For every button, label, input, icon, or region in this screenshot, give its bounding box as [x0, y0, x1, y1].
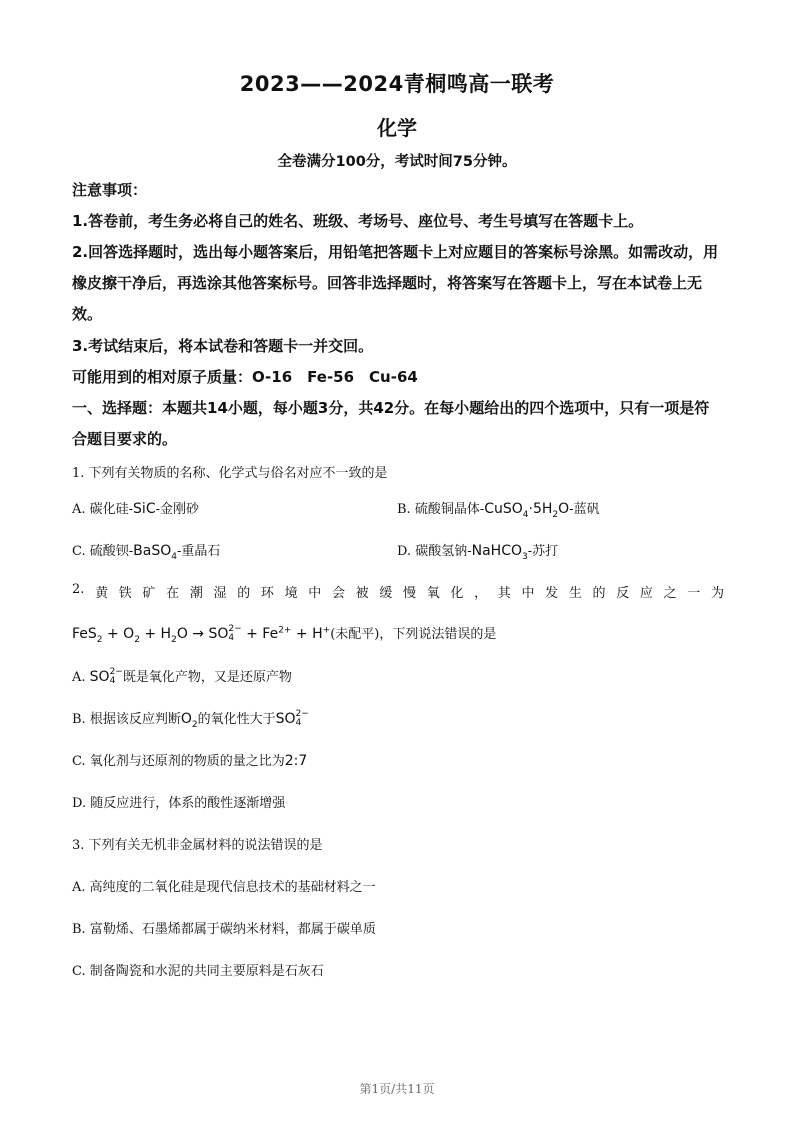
q2-option-a: [72, 666, 292, 686]
eq-sup6: +: [322, 625, 331, 636]
q1-c-formula: [133, 543, 177, 562]
q2-b-f1: O: [180, 711, 192, 727]
q2-b-text1: B. 根据该反应判断: [72, 712, 181, 727]
q2-stem-char: 环: [260, 586, 274, 601]
q1-b-s1: 4: [522, 509, 529, 520]
q1-b-formula: [484, 501, 569, 520]
eq-sup4: 2−: [228, 624, 242, 634]
q1-c-f1: BaSO: [133, 543, 172, 559]
notice-heading: 注意事项：: [72, 181, 148, 199]
q2-stem-char: 氧: [426, 586, 440, 601]
eq-t6: + H: [291, 626, 323, 642]
exam-title: 2023——2024青桐鸣高一联考: [239, 72, 555, 96]
eq-s3: 2: [171, 634, 177, 645]
q1-b-f2: ·5H: [528, 501, 553, 517]
q1-d-suffix: -苏打: [527, 544, 559, 559]
q1-option-b: [397, 498, 600, 520]
q2-option-d: D. 随反应进行，体系的酸性逐渐增强: [72, 796, 286, 811]
q2-b-formula1: [181, 711, 198, 730]
q2-stem-char: 化: [450, 586, 464, 601]
eq-t1: FeS: [72, 626, 97, 642]
q1-stem: 1. 下列有关物质的名称、化学式与俗名对应不一致的是: [72, 466, 388, 481]
q2-stem-char: 铁: [118, 586, 132, 601]
q2-stem-char: 一: [687, 586, 701, 601]
q1-option-d: [397, 540, 558, 562]
q2-b-sup2: 2−: [295, 709, 309, 719]
q1-option-a: [72, 498, 199, 517]
q2-stem-char: 2.: [72, 582, 85, 597]
q2-stem-char: 被: [355, 586, 369, 601]
q3-stem: 3. 下列有关无机非金属材料的说法错误的是: [72, 838, 323, 853]
q2-c-ratio: 2:7: [284, 753, 308, 769]
q2-equation: [72, 625, 330, 645]
q2-a-prefix: A.: [72, 670, 86, 685]
q2-stem-char: 中: [308, 586, 322, 601]
q1-c-suffix: -重晶石: [176, 544, 221, 559]
q1-b-suffix: -蓝矾: [569, 502, 600, 517]
q2-stem-char: 矿: [142, 586, 156, 601]
q2-stem-char: ，: [474, 586, 488, 601]
notice-item-3: 3.考试结束后，将本试卷和答题卡一并交回。: [72, 337, 374, 355]
q2-stem-char: 黄: [95, 586, 109, 601]
q2-b-sub2: 4: [295, 718, 302, 728]
section-1-heading: 一、选择题：本题共14小题，每小题3分，共42分。在每小题给出的四个选项中，只有一项是符合题目要求的。: [72, 399, 710, 448]
q2-stem-char: 潮: [189, 586, 203, 601]
atomic-mass-line: 可能用到的相对原子质量：O-16 Fe-56 Cu-64: [72, 368, 418, 386]
q1-d-s1: 3: [522, 551, 528, 562]
q1-d-f1: NaHCO: [471, 543, 522, 559]
q2-a-sup: 2−: [109, 667, 123, 677]
q2-a-sub: 4: [109, 676, 116, 686]
q2-stem: [72, 582, 724, 601]
eq-sup5: 2+: [278, 625, 292, 636]
q2-stem-char: 其: [497, 586, 511, 601]
q1-b-prefix: B. 硫酸铜晶体-: [397, 502, 485, 517]
q2-option-c: [72, 750, 307, 769]
q2-b-f2: SO: [275, 711, 296, 727]
page-footer: 第1页/共11页: [359, 1082, 435, 1096]
eq-s2: 2: [134, 634, 140, 645]
q2-stem-char: 为: [710, 586, 724, 601]
eq-s1: 2: [96, 634, 103, 645]
q2-b-text2: 的氧化性大于: [197, 712, 276, 727]
q2-stem-char: 在: [166, 586, 180, 601]
q2-a-formula: [90, 668, 123, 686]
q2-equation-line: [72, 623, 496, 645]
q1-d-formula: [472, 543, 528, 562]
q2-stem-char: 湿: [213, 586, 227, 601]
q2-b-s1: 2: [191, 719, 198, 730]
eq-tail: (未配平)，下列说法错误的是: [330, 627, 497, 642]
q1-option-c: [72, 540, 220, 562]
q1-b-s2: 2: [552, 509, 559, 520]
q2-option-b: [72, 708, 309, 730]
q2-stem-char: 缓: [379, 586, 393, 601]
q2-stem-char: 反: [616, 586, 630, 601]
q1-c-s1: 4: [171, 551, 177, 562]
eq-t3: + H: [139, 626, 172, 642]
q2-stem-char: 之: [663, 586, 677, 601]
eq-t5: + Fe: [241, 626, 279, 642]
q1-a-prefix: A. 碳化硅-: [72, 502, 134, 517]
q2-stem-char: 应: [639, 586, 653, 601]
q3-option-a: A. 高纯度的二氧化硅是现代信息技术的基础材料之一: [72, 880, 376, 895]
q2-stem-char: 生: [568, 586, 582, 601]
q2-c-text: C. 氧化剂与还原剂的物质的量之比为: [72, 754, 285, 769]
q2-b-formula2: [276, 710, 309, 728]
q2-stem-char: 中: [521, 586, 535, 601]
q2-a-text: 既是氧化产物，又是还原产物: [122, 670, 292, 685]
q2-a-f: SO: [89, 669, 110, 685]
q1-c-prefix: C. 硫酸钡-: [72, 544, 134, 559]
subject-title: 化学: [377, 116, 417, 140]
q2-stem-char: 的: [237, 586, 251, 601]
q3-option-c: C. 制备陶瓷和水泥的共同主要原料是石灰石: [72, 964, 324, 979]
q1-b-f3: O: [558, 501, 570, 517]
q2-stem-char: 境: [284, 586, 298, 601]
score-info: 全卷满分100分，考试时间75分钟。: [277, 154, 517, 170]
eq-sub4: 4: [228, 633, 235, 643]
notice-item-1: 1.答卷前，考生务必将自己的姓名、班级、考场号、座位号、考生号填写在答题卡上。: [72, 212, 644, 230]
notice-item-2: 2.回答选择题时，选出每小题答案后，用铅笔把答题卡上对应题目的答案标号涂黑。如需改动，用橡皮擦干净后，再选涂其他答案标号。回答非选择题时，将答案写在答题卡上，写在本试卷上无效。: [72, 243, 719, 323]
eq-t2: + O: [102, 626, 135, 642]
q2-stem-char: 慢: [403, 586, 417, 601]
q1-a-formula: SiC: [133, 501, 156, 517]
q3-option-b: B. 富勒烯、石墨烯都属于碳纳米材料，都属于碳单质: [72, 922, 376, 937]
q2-stem-char: 会: [331, 586, 345, 601]
q2-stem-char: 的: [592, 586, 606, 601]
q1-b-f1: CuSO: [484, 501, 523, 517]
q1-d-prefix: D. 碳酸氢钠-: [397, 544, 472, 559]
q2-stem-char: 发: [545, 586, 559, 601]
eq-t4: O → SO: [176, 626, 229, 642]
q1-a-suffix: -金刚砂: [155, 502, 200, 517]
